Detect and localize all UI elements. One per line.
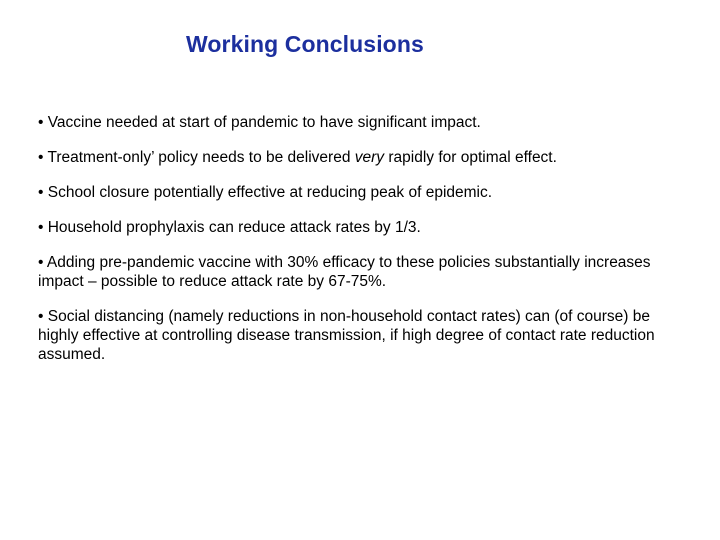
bullet-school-closure: • School closure potentially effective at reducing peak of epidemic. — [38, 184, 493, 201]
bullet-vaccine-timing: • Vaccine needed at start of pandemic to have significant impact. — [38, 114, 481, 131]
slide-title: Working Conclusions — [186, 31, 424, 57]
bullet-treatment-emphasis: very — [354, 149, 385, 166]
bullet-list — [38, 113, 688, 380]
bullet-treatment-only — [38, 148, 688, 167]
bullet-household-prophylaxis: • Household prophylaxis can reduce attack rates by 1/3. — [38, 219, 421, 236]
bullet-treatment-text-after: rapidly for optimal effect. — [384, 149, 557, 166]
bullet-pre-pandemic-vaccine: • Adding pre-pandemic vaccine with 30% efficacy to these policies substantially increases impact – possible to reduce attack rate by 67-75%. — [38, 254, 651, 290]
bullet-treatment-text-before: • Treatment-only’ policy needs to be delivered — [38, 149, 355, 166]
bullet-social-distancing: • Social distancing (namely reductions in non-household contact rates) can (of course) be highly effective at controlling disease transmission, if high degree of contact rate reduction assumed. — [38, 308, 655, 363]
